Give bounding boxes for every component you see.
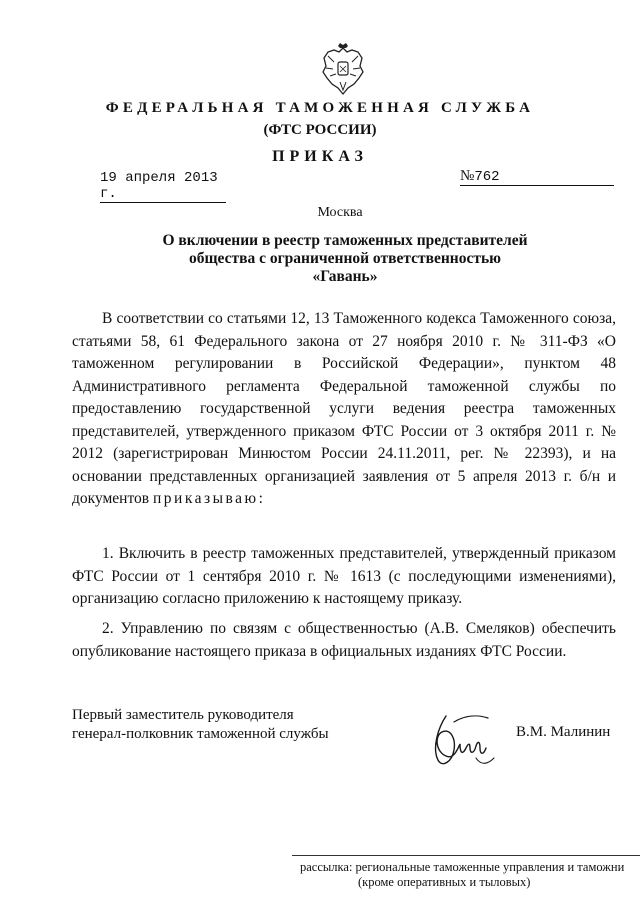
preamble-paragraph (72, 308, 616, 511)
emblem (318, 42, 368, 98)
order-date: 19 апреля 2013 г. (100, 170, 226, 203)
order-number-field (460, 168, 614, 186)
distribution-line-1: рассылка: региональные таможенные управления и таможни (300, 860, 625, 874)
signature (424, 708, 504, 778)
order-word: приказываю (153, 490, 259, 507)
title-line: О включении в реестр таможенных представителей (162, 232, 528, 249)
title-line: «Гавань» (312, 268, 378, 285)
order-number: 762 (474, 169, 500, 185)
distribution-line-2: (кроме оперативных и тыловых) (358, 875, 531, 889)
russian-coat-of-arms-icon (318, 42, 368, 98)
handwritten-signature-icon (424, 708, 504, 778)
signer-name: В.М. Малинин (516, 724, 611, 740)
order-item-2: 2. Управлению по связям с общественностью (А.В. Смеляков) обеспечить опубликование настоящего приказа в официальных изданиях ФТС России. (72, 620, 616, 660)
position-line-1: Первый заместитель руководителя (72, 707, 294, 723)
agency-name: ФЕДЕРАЛЬНАЯ ТАМОЖЕННАЯ СЛУЖБА (105, 100, 535, 116)
title-line: общества с ограниченной ответственностью (188, 250, 502, 267)
document-type: ПРИКАЗ (272, 148, 368, 165)
distribution-divider (292, 855, 640, 856)
preamble-text: В соответствии со статьями 12, 13 Таможенного кодекса Таможенного союза, статьями 58, 61 Федерального закона от 27 ноября 2010 г. № 311-ФЗ «О таможенном регулировании в Российской Федерации», пунктом 48 Административного регламента Федеральной таможенной службы по предоставлению государственной услуги ведения реестра таможенных представителей, утвержденного приказом ФТС России от 3 октября 2011 г. № 2012 (зарегистрирован Минюстом России 24.11.2011, рег. № 22393), и на основании представленных организацией заявления от 5 апреля 2013 г. б/н и документов (72, 310, 616, 507)
order-item-1: 1. Включить в реестр таможенных представителей, утвержденный приказом ФТС России от 1 сентября 2010 г. № 1613 (с последующими изменениями), организацию согласно приложению к настоящему приказу. (72, 545, 616, 607)
number-sign: № (460, 168, 475, 184)
signatory-position (72, 706, 329, 744)
agency-short-name: (ФТС РОССИИ) (263, 122, 377, 138)
city: Москва (317, 205, 363, 220)
position-line-2: генерал-полковник таможенной службы (72, 726, 329, 742)
preamble-end: : (258, 490, 263, 507)
order-title (120, 232, 570, 286)
